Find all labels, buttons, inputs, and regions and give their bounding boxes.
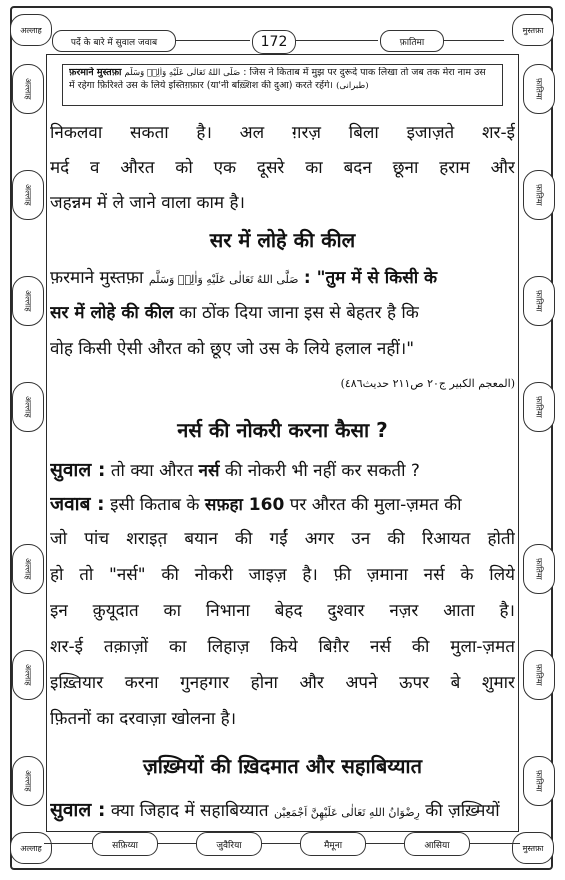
header-name: फ़ातिमा: [380, 30, 444, 52]
side-medallion-right: फ़ातिमा: [523, 650, 555, 700]
header-rule: [444, 40, 504, 41]
text-segment: पर औरत की मुला-ज़मत की: [289, 495, 462, 515]
text-line: इन क़ुयूदात का निभाना बेहद दुश्वार नज़र आता है।: [50, 601, 515, 621]
side-medallion-right: फ़ातिमा: [523, 276, 555, 326]
question-label: सुवाल :: [50, 799, 106, 821]
side-medallion-left: अल्लाह: [12, 650, 44, 700]
text-segment: इसी किताब के: [110, 495, 200, 515]
hadith-source: (طبرانی): [336, 80, 369, 91]
header-rule: [296, 40, 378, 41]
section-heading: ज़ख़्मियों की ख़िदमात और सहाबिय्यात: [142, 754, 423, 778]
section-heading: सर में लोहे की कील: [209, 228, 356, 252]
hadith-box: [62, 64, 503, 106]
side-medallion-left: अल्लाह: [12, 276, 44, 326]
text-segment: का ठोंक दिया जाना इस से बेहतर है कि: [179, 303, 419, 323]
text-line: हो तो "नर्स" की नोकरी जाइज़ है। फ़ी ज़माना नर्स के लिये: [50, 565, 515, 585]
emphasis-text: सफ़हा 160: [204, 495, 285, 515]
reference-citation: (المعجم الکبیر ج٢٠ ص٢١١ حدیث٤٨٦): [340, 377, 515, 390]
hadith-salutation: صَلَّى اللهُ تَعَالٰى عَلَيْهِ وَاٰلِهٖ وَسَلَّم: [124, 68, 241, 78]
text-line: शर-ई तक़ाज़ों का लिहाज़ किये बिग़ैर नर्स की मुला-ज़मत: [50, 637, 515, 657]
answer-line: [50, 490, 515, 516]
footer-name: सफ़िय्या: [92, 832, 158, 856]
question-line: [50, 796, 515, 822]
section-heading: नर्स की नोकरी करना कैसा ?: [177, 418, 388, 442]
answer-label: जवाब :: [50, 493, 105, 515]
side-medallion-right: फ़ातिमा: [523, 170, 555, 220]
text-line: फ़ितनों का दरवाज़ा खोलना है।: [50, 709, 237, 729]
footer-name: आसिया: [404, 832, 470, 856]
emphasis-text: नर्स: [198, 461, 220, 481]
hadith-text-line2: में रहेगा फ़िरिश्ते उस के लिये इस्तिग़फ़ार (या'नी बख़्शिश की दुआ) करते रहेंगे।: [69, 79, 334, 91]
salutation-arabic: رِضْوَانُ اللهِ تَعَالٰى عَلَيْهِنَّ اَجْمَعِيْن: [274, 806, 420, 819]
text-segment: क्या जिहाद में सहाबिय्यात: [110, 801, 269, 821]
footer-name: जुवैरिया: [196, 832, 262, 856]
corner-medallion-top-right: मुस्तफ़ा: [512, 14, 554, 46]
corner-medallion-bottom-right: मुस्तफ़ा: [512, 832, 554, 864]
hadith-title: फ़रमाने मुस्तफ़ा: [69, 67, 122, 78]
side-medallion-right: फ़ातिमा: [523, 544, 555, 594]
quote-text: : "तुम में से किसी के: [303, 268, 438, 288]
side-medallion-right: फ़ातिमा: [523, 64, 555, 114]
side-medallion-left: अल्लाह: [12, 64, 44, 114]
header-book-title: पर्दे के बारे में सुवाल जवाब: [52, 30, 176, 52]
text-segment: की ज़ख़्मियों: [425, 801, 500, 821]
emphasis-text: सर में लोहे की कील: [50, 303, 174, 323]
text-line: [50, 265, 515, 288]
text-line: मर्द व औरत को एक दूसरे का बदन छूना हराम और: [50, 158, 515, 178]
page-number: 172: [252, 30, 296, 54]
corner-medallion-top-left: अल्लाह: [10, 14, 52, 46]
side-medallion-right: फ़ातिमा: [523, 382, 555, 432]
question-label: सुवाल :: [50, 459, 106, 481]
footer-name: मैमूना: [300, 832, 366, 856]
text-line: निकलवा सकता है। अल ग़रज़ बिला इजाज़ते शर-ई: [50, 123, 515, 143]
side-medallion-left: अल्लाह: [12, 170, 44, 220]
text-line: [50, 300, 515, 323]
side-medallion-right: फ़ातिमा: [523, 756, 555, 806]
header-rule: [176, 40, 250, 41]
hadith-text-line1: : जिस ने किताब में मुझ पर दुरूदे पाक लिखा तो जब तक मेरा नाम उस: [243, 67, 486, 78]
text-line: जहन्नम में ले जाने वाला काम है।: [50, 193, 245, 213]
question-line: [50, 456, 515, 482]
side-medallion-left: अल्लाह: [12, 756, 44, 806]
quote-prefix: फ़रमाने मुस्तफ़ा: [50, 268, 144, 288]
corner-medallion-bottom-left: अल्लाह: [10, 832, 52, 864]
text-line: जो पांच शराइत़ बयान की गईं अगर उन की रिआयत होती: [50, 529, 515, 549]
text-segment: की नोकरी भी नहीं कर सकती ?: [224, 461, 420, 481]
side-medallion-left: अल्लाह: [12, 544, 44, 594]
side-medallion-left: अल्लाह: [12, 382, 44, 432]
text-segment: तो क्या औरत: [110, 461, 194, 481]
text-line: इख़्तियार करना गुनहगार होना और अपने ऊपर बे शुमार: [50, 673, 515, 693]
salutation-arabic: صَلَّى اللهُ تَعَالٰى عَلَيْهِ وَاٰلِهٖ وَسَلَّم: [148, 273, 299, 286]
text-line: वोह किसी ऐसी औरत को छूए जो उस के लिये हलाल नहीं।": [50, 339, 415, 359]
